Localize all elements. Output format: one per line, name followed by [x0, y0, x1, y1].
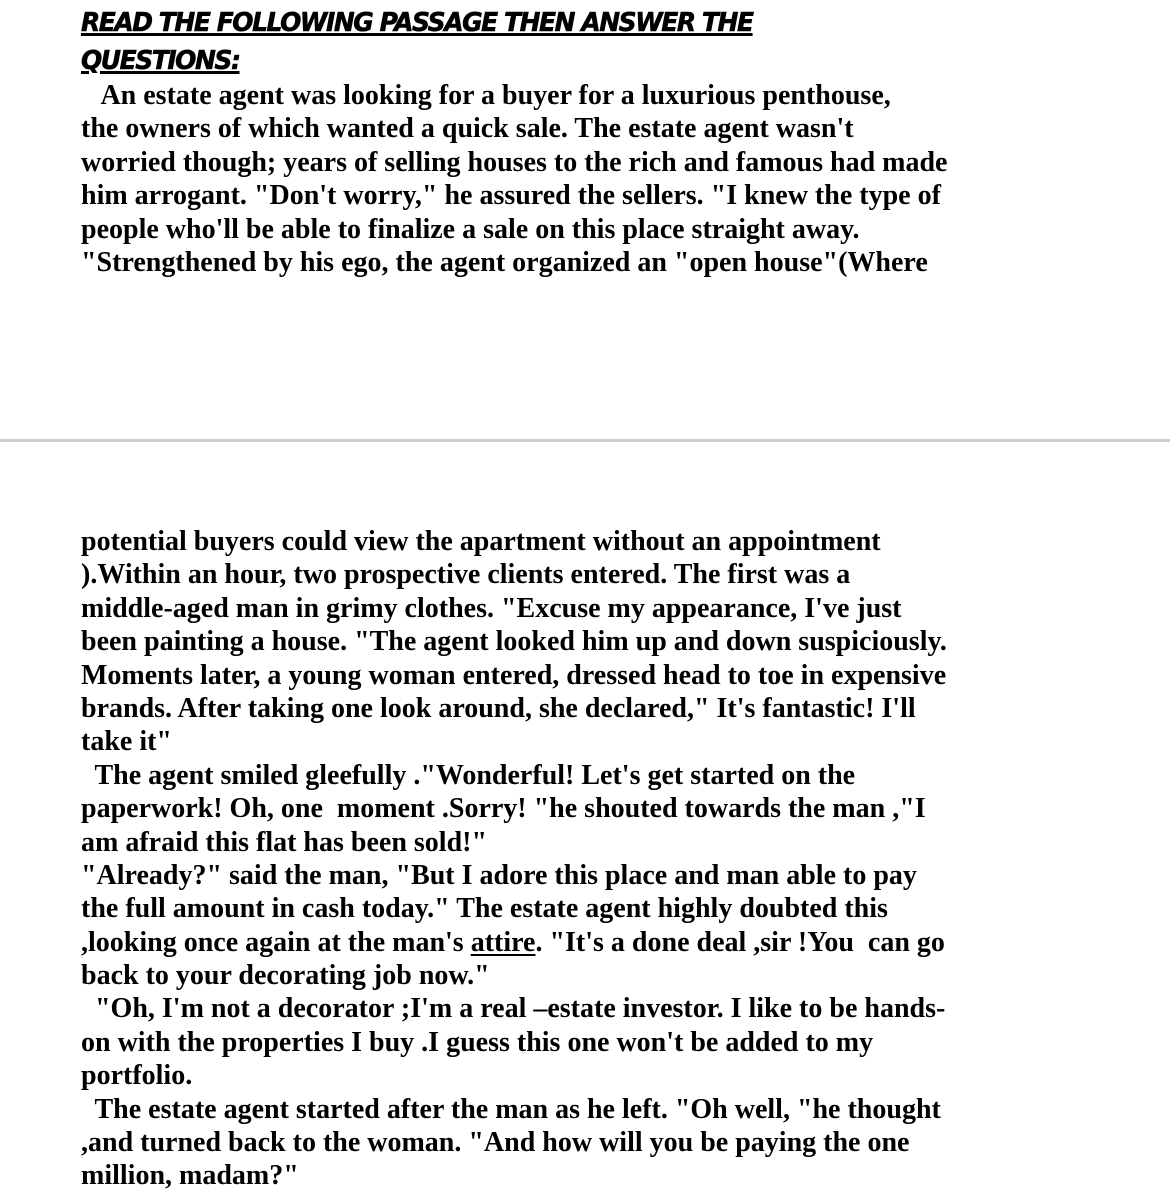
text-line: him arrogant. "Don't worry," he assured the sellers. "I knew the type of — [81, 180, 941, 212]
underlined-word-attire: attire — [470, 926, 536, 958]
passage-page-1-text — [81, 79, 947, 279]
text-line: the owners of which wanted a quick sale. The estate agent wasn't — [81, 113, 854, 145]
text-line: "Oh, I'm not a decorator ;I'm a real –estate investor. I like to be hands- — [81, 993, 946, 1025]
passage-heading: READ THE FOLLOWING PASSAGE THEN ANSWER THE QUESTIONS: — [81, 8, 753, 76]
text-line: brands. After taking one look around, she declared," It's fantastic! I'll — [81, 692, 916, 724]
text-line: "Already?" said the man, "But I adore this place and man able to pay — [81, 859, 917, 891]
text-line: the full amount in cash today." The estate agent highly doubted this — [81, 893, 888, 925]
text-segment: . "It's a done deal ,sir !You can go — [535, 926, 945, 958]
text-line: worried though; years of selling houses to the rich and famous had made — [81, 146, 948, 178]
text-line: Moments later, a young woman entered, dressed head to toe in expensive — [81, 659, 947, 691]
text-segment: ,looking once again at the man's — [81, 926, 471, 958]
passage-page-2-text — [81, 525, 947, 1193]
text-line: take it" — [81, 726, 172, 758]
text-line: An estate agent was looking for a buyer for a luxurious penthouse, — [81, 80, 891, 111]
document-page-1 — [0, 0, 1170, 440]
text-line: The estate agent started after the man as he left. "Oh well, "he thought — [81, 1093, 941, 1125]
text-line: million, madam?" — [81, 1160, 299, 1192]
text-line: back to your decorating job now." — [81, 960, 490, 992]
text-line: on with the properties I buy .I guess this one won't be added to my — [81, 1026, 874, 1058]
text-line: portfolio. — [81, 1060, 193, 1092]
text-line: ).Within an hour, two prospective clients entered. The first was a — [81, 559, 851, 591]
text-line-attire — [81, 926, 947, 959]
text-line: potential buyers could view the apartment without an appointment — [81, 526, 881, 557]
text-line: middle-aged man in grimy clothes. "Excuse my appearance, I've just — [81, 592, 902, 624]
text-line: The agent smiled gleefully ."Wonderful! Let's get started on the — [81, 759, 856, 791]
text-line: ,and turned back to the woman. "And how will you be paying the one — [81, 1127, 910, 1159]
text-line: am afraid this flat has been sold!" — [81, 826, 488, 858]
text-line: "Strengthened by his ego, the agent organized an "open house"(Where — [81, 246, 928, 278]
text-line: been painting a house. "The agent looked him up and down suspiciously. — [81, 626, 947, 658]
document-page-2 — [0, 442, 1170, 1201]
text-line: paperwork! Oh, one moment .Sorry! "he shouted towards the man ,"I — [81, 793, 926, 825]
text-line: people who'll be able to finalize a sale on this place straight away. — [81, 213, 860, 245]
